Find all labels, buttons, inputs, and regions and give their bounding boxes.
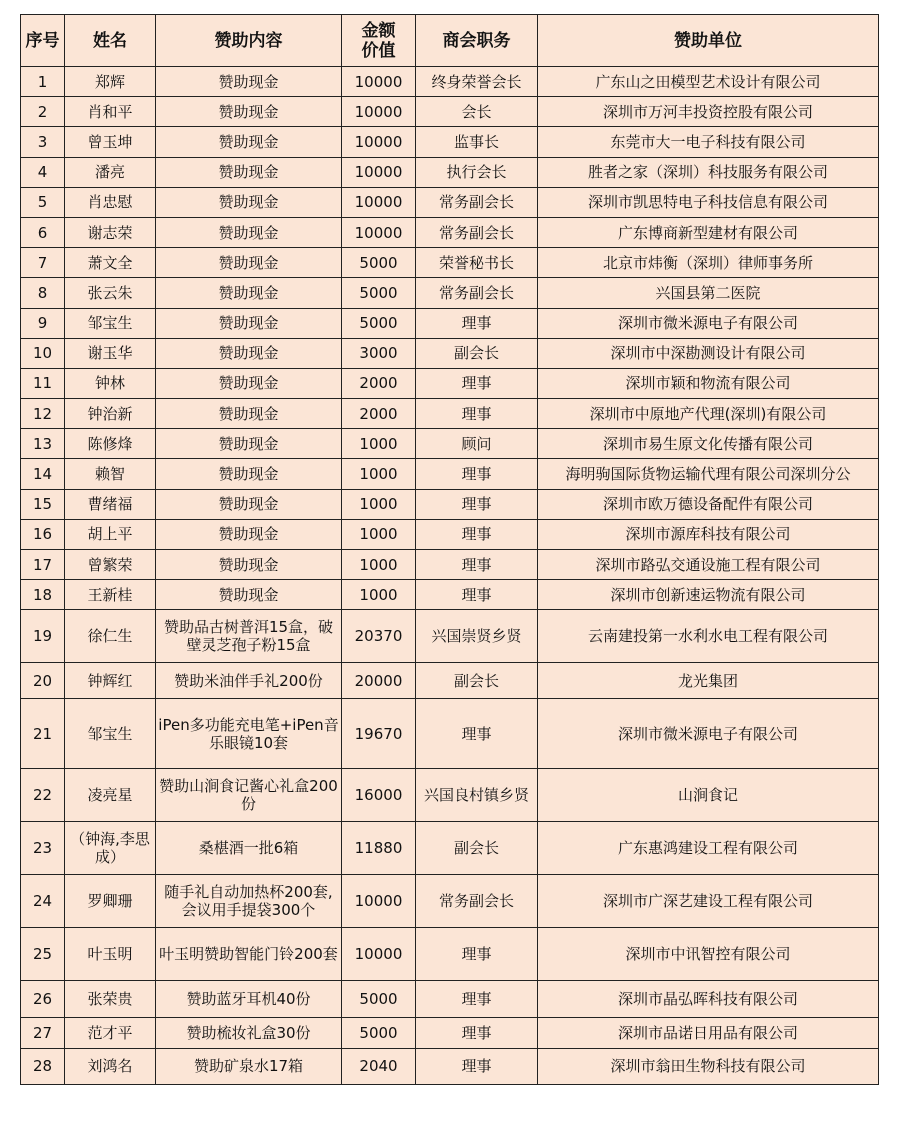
header-unit: 赞助单位 <box>538 15 879 67</box>
table-row <box>21 550 879 580</box>
cell-position: 理事 <box>416 308 538 338</box>
cell-name: 钟辉红 <box>65 663 156 699</box>
table-row <box>21 663 879 699</box>
table-row <box>21 248 879 278</box>
cell-amount: 1000 <box>342 519 416 549</box>
cell-position: 理事 <box>416 928 538 981</box>
cell-content: 赞助现金 <box>156 308 342 338</box>
cell-seq: 21 <box>21 699 65 769</box>
cell-content: 赞助现金 <box>156 489 342 519</box>
cell-position: 执行会长 <box>416 157 538 187</box>
cell-amount: 20370 <box>342 610 416 663</box>
cell-unit: 深圳市微米源电子有限公司 <box>538 699 879 769</box>
cell-seq: 25 <box>21 928 65 981</box>
table-row <box>21 519 879 549</box>
cell-content: 桑椹酒一批6箱 <box>156 822 342 875</box>
cell-name: 凌亮星 <box>65 769 156 822</box>
cell-unit: 深圳市翁田生物科技有限公司 <box>538 1048 879 1084</box>
cell-name: （钟海,李思成） <box>65 822 156 875</box>
cell-content: 赞助现金 <box>156 580 342 610</box>
cell-unit: 龙光集团 <box>538 663 879 699</box>
cell-amount: 10000 <box>342 157 416 187</box>
cell-seq: 2 <box>21 97 65 127</box>
cell-unit: 深圳市万河丰投资控股有限公司 <box>538 97 879 127</box>
cell-unit: 深圳市创新速运物流有限公司 <box>538 580 879 610</box>
cell-content: 赞助现金 <box>156 550 342 580</box>
cell-unit: 胜者之家（深圳）科技服务有限公司 <box>538 157 879 187</box>
cell-position: 常务副会长 <box>416 187 538 217</box>
cell-position: 终身荣誉会长 <box>416 67 538 97</box>
cell-name: 钟林 <box>65 368 156 398</box>
table-row <box>21 278 879 308</box>
cell-amount: 3000 <box>342 338 416 368</box>
cell-seq: 20 <box>21 663 65 699</box>
cell-unit: 深圳市中深勘测设计有限公司 <box>538 338 879 368</box>
cell-seq: 6 <box>21 217 65 247</box>
cell-amount: 5000 <box>342 248 416 278</box>
cell-unit: 广东博商新型建材有限公司 <box>538 217 879 247</box>
cell-name: 邹宝生 <box>65 308 156 338</box>
cell-unit: 深圳市中原地产代理(深圳)有限公司 <box>538 399 879 429</box>
cell-name: 钟治新 <box>65 399 156 429</box>
cell-name: 范才平 <box>65 1018 156 1048</box>
cell-content: 赞助梳妆礼盒30份 <box>156 1018 342 1048</box>
cell-seq: 19 <box>21 610 65 663</box>
cell-seq: 23 <box>21 822 65 875</box>
header-amount-line2: 价值 <box>361 40 396 61</box>
table-row <box>21 308 879 338</box>
cell-unit: 深圳市广深艺建设工程有限公司 <box>538 875 879 928</box>
cell-seq: 3 <box>21 127 65 157</box>
cell-unit: 深圳市中讯智控有限公司 <box>538 928 879 981</box>
header-position: 商会职务 <box>416 15 538 67</box>
cell-unit: 广东惠鸿建设工程有限公司 <box>538 822 879 875</box>
table-row <box>21 875 879 928</box>
cell-unit: 北京市炜衡（深圳）律师事务所 <box>538 248 879 278</box>
cell-amount: 1000 <box>342 429 416 459</box>
cell-content: 赞助现金 <box>156 429 342 459</box>
table-row <box>21 368 879 398</box>
cell-amount: 2040 <box>342 1048 416 1084</box>
cell-amount: 2000 <box>342 399 416 429</box>
cell-name: 徐仁生 <box>65 610 156 663</box>
cell-name: 赖智 <box>65 459 156 489</box>
cell-seq: 10 <box>21 338 65 368</box>
cell-seq: 9 <box>21 308 65 338</box>
table-row <box>21 157 879 187</box>
table-row <box>21 1048 879 1084</box>
cell-seq: 24 <box>21 875 65 928</box>
table-row <box>21 1018 879 1048</box>
cell-name: 陈修烽 <box>65 429 156 459</box>
cell-unit: 兴国县第二医院 <box>538 278 879 308</box>
table-row <box>21 67 879 97</box>
cell-position: 理事 <box>416 489 538 519</box>
header-row <box>21 15 879 67</box>
cell-seq: 27 <box>21 1018 65 1048</box>
cell-content: 赞助现金 <box>156 519 342 549</box>
cell-position: 理事 <box>416 459 538 489</box>
cell-name: 胡上平 <box>65 519 156 549</box>
cell-unit: 深圳市品诺日用品有限公司 <box>538 1018 879 1048</box>
cell-name: 张云朱 <box>65 278 156 308</box>
cell-name: 邹宝生 <box>65 699 156 769</box>
cell-unit: 深圳市源库科技有限公司 <box>538 519 879 549</box>
cell-seq: 22 <box>21 769 65 822</box>
cell-content: 赞助蓝牙耳机40份 <box>156 981 342 1018</box>
cell-content: 赞助米油伴手礼200份 <box>156 663 342 699</box>
cell-content: 叶玉明赞助智能门铃200套 <box>156 928 342 981</box>
table-row <box>21 97 879 127</box>
cell-amount: 10000 <box>342 187 416 217</box>
table-row <box>21 580 879 610</box>
cell-name: 肖忠慰 <box>65 187 156 217</box>
cell-seq: 16 <box>21 519 65 549</box>
table-row <box>21 187 879 217</box>
cell-seq: 7 <box>21 248 65 278</box>
cell-name: 刘鸿名 <box>65 1048 156 1084</box>
cell-seq: 17 <box>21 550 65 580</box>
cell-amount: 1000 <box>342 550 416 580</box>
cell-unit: 深圳市欧万德设备配件有限公司 <box>538 489 879 519</box>
table-row <box>21 127 879 157</box>
table-row <box>21 489 879 519</box>
cell-amount: 1000 <box>342 459 416 489</box>
cell-name: 王新桂 <box>65 580 156 610</box>
cell-content: 赞助现金 <box>156 127 342 157</box>
cell-unit: 深圳市路弘交通设施工程有限公司 <box>538 550 879 580</box>
cell-name: 曹绪福 <box>65 489 156 519</box>
cell-position: 副会长 <box>416 822 538 875</box>
cell-content: 赞助现金 <box>156 459 342 489</box>
cell-unit: 深圳市易生原文化传播有限公司 <box>538 429 879 459</box>
cell-name: 萧文全 <box>65 248 156 278</box>
cell-unit: 深圳市凯思特电子科技信息有限公司 <box>538 187 879 217</box>
table-row <box>21 699 879 769</box>
table-row <box>21 217 879 247</box>
cell-position: 荣誉秘书长 <box>416 248 538 278</box>
cell-seq: 15 <box>21 489 65 519</box>
cell-content: 赞助山涧食记酱心礼盒200份 <box>156 769 342 822</box>
cell-unit: 深圳市微米源电子有限公司 <box>538 308 879 338</box>
table-row <box>21 928 879 981</box>
cell-position: 会长 <box>416 97 538 127</box>
cell-position: 副会长 <box>416 338 538 368</box>
cell-amount: 10000 <box>342 127 416 157</box>
cell-position: 常务副会长 <box>416 217 538 247</box>
cell-amount: 5000 <box>342 981 416 1018</box>
table-row <box>21 981 879 1018</box>
cell-content: 赞助现金 <box>156 217 342 247</box>
cell-content: iPen多功能充电笔+iPen音乐眼镜10套 <box>156 699 342 769</box>
cell-name: 肖和平 <box>65 97 156 127</box>
table-row <box>21 399 879 429</box>
cell-amount: 16000 <box>342 769 416 822</box>
cell-amount: 10000 <box>342 217 416 247</box>
cell-name: 潘亮 <box>65 157 156 187</box>
cell-content: 赞助现金 <box>156 278 342 308</box>
cell-seq: 5 <box>21 187 65 217</box>
cell-position: 理事 <box>416 368 538 398</box>
cell-amount: 10000 <box>342 67 416 97</box>
cell-amount: 11880 <box>342 822 416 875</box>
cell-unit: 广东山之田模型艺术设计有限公司 <box>538 67 879 97</box>
table-row <box>21 429 879 459</box>
cell-position: 理事 <box>416 519 538 549</box>
cell-content: 赞助矿泉水17箱 <box>156 1048 342 1084</box>
cell-seq: 1 <box>21 67 65 97</box>
table-row <box>21 610 879 663</box>
table-row <box>21 769 879 822</box>
cell-content: 赞助现金 <box>156 67 342 97</box>
cell-seq: 26 <box>21 981 65 1018</box>
cell-position: 理事 <box>416 1018 538 1048</box>
table-body <box>21 67 879 1085</box>
header-amount <box>342 15 416 67</box>
cell-content: 赞助现金 <box>156 187 342 217</box>
table-row <box>21 338 879 368</box>
cell-content: 赞助现金 <box>156 97 342 127</box>
cell-seq: 12 <box>21 399 65 429</box>
cell-position: 兴国崇贤乡贤 <box>416 610 538 663</box>
cell-seq: 13 <box>21 429 65 459</box>
cell-content: 赞助现金 <box>156 368 342 398</box>
cell-amount: 5000 <box>342 278 416 308</box>
cell-name: 谢志荣 <box>65 217 156 247</box>
cell-unit: 深圳市晶弘晖科技有限公司 <box>538 981 879 1018</box>
sponsor-table <box>20 14 879 1085</box>
cell-position: 常务副会长 <box>416 875 538 928</box>
header-amount-line1: 金额 <box>361 20 396 41</box>
cell-amount: 19670 <box>342 699 416 769</box>
cell-content: 赞助现金 <box>156 399 342 429</box>
cell-name: 曾玉坤 <box>65 127 156 157</box>
cell-content: 赞助品古树普洱15盒，破壁灵芝孢子粉15盒 <box>156 610 342 663</box>
cell-amount: 20000 <box>342 663 416 699</box>
table-row <box>21 459 879 489</box>
cell-name: 谢玉华 <box>65 338 156 368</box>
cell-position: 理事 <box>416 580 538 610</box>
cell-content: 赞助现金 <box>156 157 342 187</box>
cell-unit: 深圳市颖和物流有限公司 <box>538 368 879 398</box>
cell-seq: 8 <box>21 278 65 308</box>
cell-position: 理事 <box>416 981 538 1018</box>
cell-unit: 东莞市大一电子科技有限公司 <box>538 127 879 157</box>
cell-position: 监事长 <box>416 127 538 157</box>
cell-seq: 14 <box>21 459 65 489</box>
cell-content: 随手礼自动加热杯200套,会议用手提袋300个 <box>156 875 342 928</box>
cell-amount: 2000 <box>342 368 416 398</box>
cell-amount: 5000 <box>342 308 416 338</box>
cell-name: 叶玉明 <box>65 928 156 981</box>
cell-seq: 4 <box>21 157 65 187</box>
cell-name: 罗卿珊 <box>65 875 156 928</box>
cell-position: 理事 <box>416 550 538 580</box>
header-seq: 序号 <box>21 15 65 67</box>
cell-unit: 海明驹国际货物运输代理有限公司深圳分公 <box>538 459 879 489</box>
cell-seq: 11 <box>21 368 65 398</box>
cell-content: 赞助现金 <box>156 248 342 278</box>
cell-position: 顾问 <box>416 429 538 459</box>
cell-amount: 10000 <box>342 97 416 127</box>
cell-amount: 5000 <box>342 1018 416 1048</box>
cell-position: 理事 <box>416 1048 538 1084</box>
cell-position: 兴国良村镇乡贤 <box>416 769 538 822</box>
cell-amount: 1000 <box>342 489 416 519</box>
cell-position: 理事 <box>416 699 538 769</box>
cell-seq: 28 <box>21 1048 65 1084</box>
cell-unit: 云南建投第一水利水电工程有限公司 <box>538 610 879 663</box>
header-content: 赞助内容 <box>156 15 342 67</box>
cell-name: 张荣贵 <box>65 981 156 1018</box>
cell-position: 常务副会长 <box>416 278 538 308</box>
cell-name: 曾繁荣 <box>65 550 156 580</box>
cell-position: 理事 <box>416 399 538 429</box>
cell-amount: 10000 <box>342 875 416 928</box>
cell-name: 郑辉 <box>65 67 156 97</box>
cell-amount: 10000 <box>342 928 416 981</box>
cell-content: 赞助现金 <box>156 338 342 368</box>
cell-position: 副会长 <box>416 663 538 699</box>
cell-amount: 1000 <box>342 580 416 610</box>
cell-seq: 18 <box>21 580 65 610</box>
table-row <box>21 822 879 875</box>
header-name: 姓名 <box>65 15 156 67</box>
cell-unit: 山涧食记 <box>538 769 879 822</box>
